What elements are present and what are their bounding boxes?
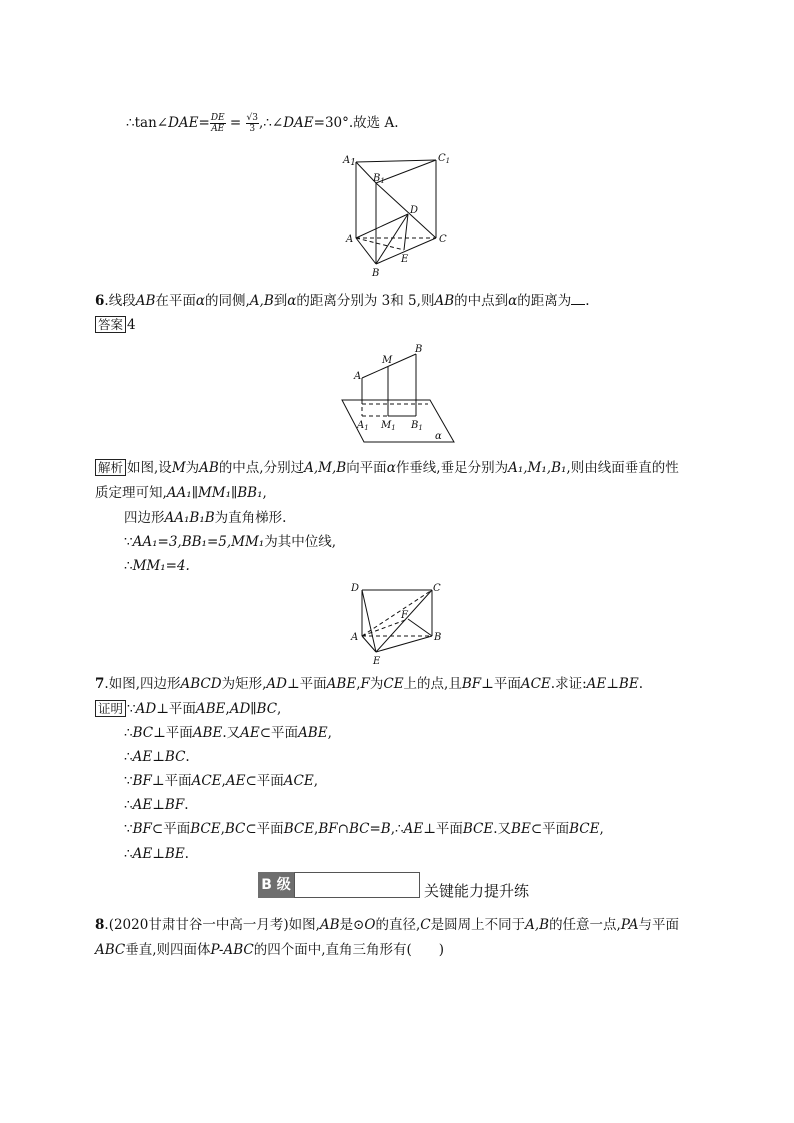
- label-d: D: [351, 583, 360, 594]
- analysis-6-line-1: 解析 如图,设M为AB的中点,分别过A,M,B向平面α作垂线,垂足分别为A₁,M₁,B₁,则由线面垂直的性: [95, 459, 679, 477]
- analysis-6-line-3: 四边形AA₁B₁B为直角梯形.: [124, 510, 287, 526]
- question-8-line-2: ABC垂直,则四面体P-ABC的四个面中,直角三角形有( ): [95, 942, 445, 958]
- label-c1: $C_1$: [438, 153, 451, 165]
- fraction-sqrt3-3: $\frac{√3}{3}$: [246, 113, 258, 134]
- label-b: B: [434, 632, 442, 643]
- section-blank-box: [294, 872, 420, 898]
- label-e: E: [401, 254, 409, 265]
- proof-7-line-2: ∴BC⊥平面ABE.又AE⊂平面ABE,: [124, 725, 332, 741]
- proof-7-line-4: ∵BF⊥平面ACE,AE⊂平面ACE,: [124, 773, 318, 789]
- fraction-de-ae: $\frac{DE}{AE}$: [210, 113, 225, 134]
- label-a: A: [351, 632, 359, 643]
- label-a: A: [346, 234, 354, 245]
- label-e: E: [373, 656, 381, 667]
- answer-blank: [571, 292, 585, 305]
- label-d: D: [410, 205, 419, 216]
- proof-tag: 证明: [95, 700, 126, 717]
- solution-line-tan: ∴tan∠DAE= $\frac{DE}{AE}$ = $\frac{√3}{3}$ ,∴∠DAE=30°.故选 A.: [126, 113, 399, 134]
- label-m: M: [382, 355, 393, 366]
- proof-7-line-3: ∴AE⊥BC.: [124, 749, 190, 765]
- label-c: C: [433, 583, 441, 594]
- section-grade-badge: B 级: [258, 872, 294, 898]
- answer-6: 答案 4: [95, 316, 136, 334]
- figure-rectangle-abcd: [346, 578, 450, 668]
- label-b1: $B_1$: [373, 173, 385, 185]
- label-a1: $A_1$: [357, 420, 369, 432]
- analysis-6-line-5: ∴MM₁=4.: [124, 558, 190, 574]
- question-6: 6.线段AB在平面α的同侧,A,B到α的距离分别为 3和 5,则AB的中点到α的距离为 .: [95, 293, 590, 309]
- figure-plane-segment: [338, 342, 460, 446]
- label-m1: $M_1$: [381, 420, 396, 432]
- figure-prism: [340, 148, 460, 280]
- label-c: C: [439, 234, 447, 245]
- label-a: A: [354, 371, 362, 382]
- label-alpha: α: [435, 431, 442, 442]
- label-b: B: [372, 268, 380, 279]
- proof-7-line-5: ∴AE⊥BF.: [124, 797, 189, 813]
- analysis-6-line-4: ∵AA₁=3,BB₁=5,MM₁为其中位线,: [124, 534, 336, 550]
- proof-7-line-1: 证明 ∵AD⊥平面ABE,AD∥BC,: [95, 700, 281, 718]
- section-title: 关键能力提升练: [424, 882, 530, 900]
- proof-7-line-6: ∵BF⊂平面BCE,BC⊂平面BCE,BF∩BC=B,∴AE⊥平面BCE.又BE⊂平面BCE,: [124, 821, 604, 837]
- label-b1: $B_1$: [411, 420, 423, 432]
- label-a1: A1: [343, 155, 356, 168]
- analysis-6-line-2: 质定理可知,AA₁∥MM₁∥BB₁,: [95, 485, 267, 501]
- proof-7-line-7: ∴AE⊥BE.: [124, 846, 189, 862]
- question-8-line-1: 8.(2020甘肃甘谷一中高一月考)如图,AB是⊙O的直径,C是圆周上不同于A,B的任意一点,PA与平面: [95, 917, 679, 933]
- analysis-tag: 解析: [95, 459, 126, 476]
- label-b: B: [415, 344, 423, 355]
- label-f: F: [401, 610, 408, 621]
- answer-tag: 答案: [95, 316, 126, 333]
- question-7: 7.如图,四边形ABCD为矩形,AD⊥平面ABE,F为CE上的点,且BF⊥平面ACE.求证:AE⊥BE.: [95, 676, 643, 692]
